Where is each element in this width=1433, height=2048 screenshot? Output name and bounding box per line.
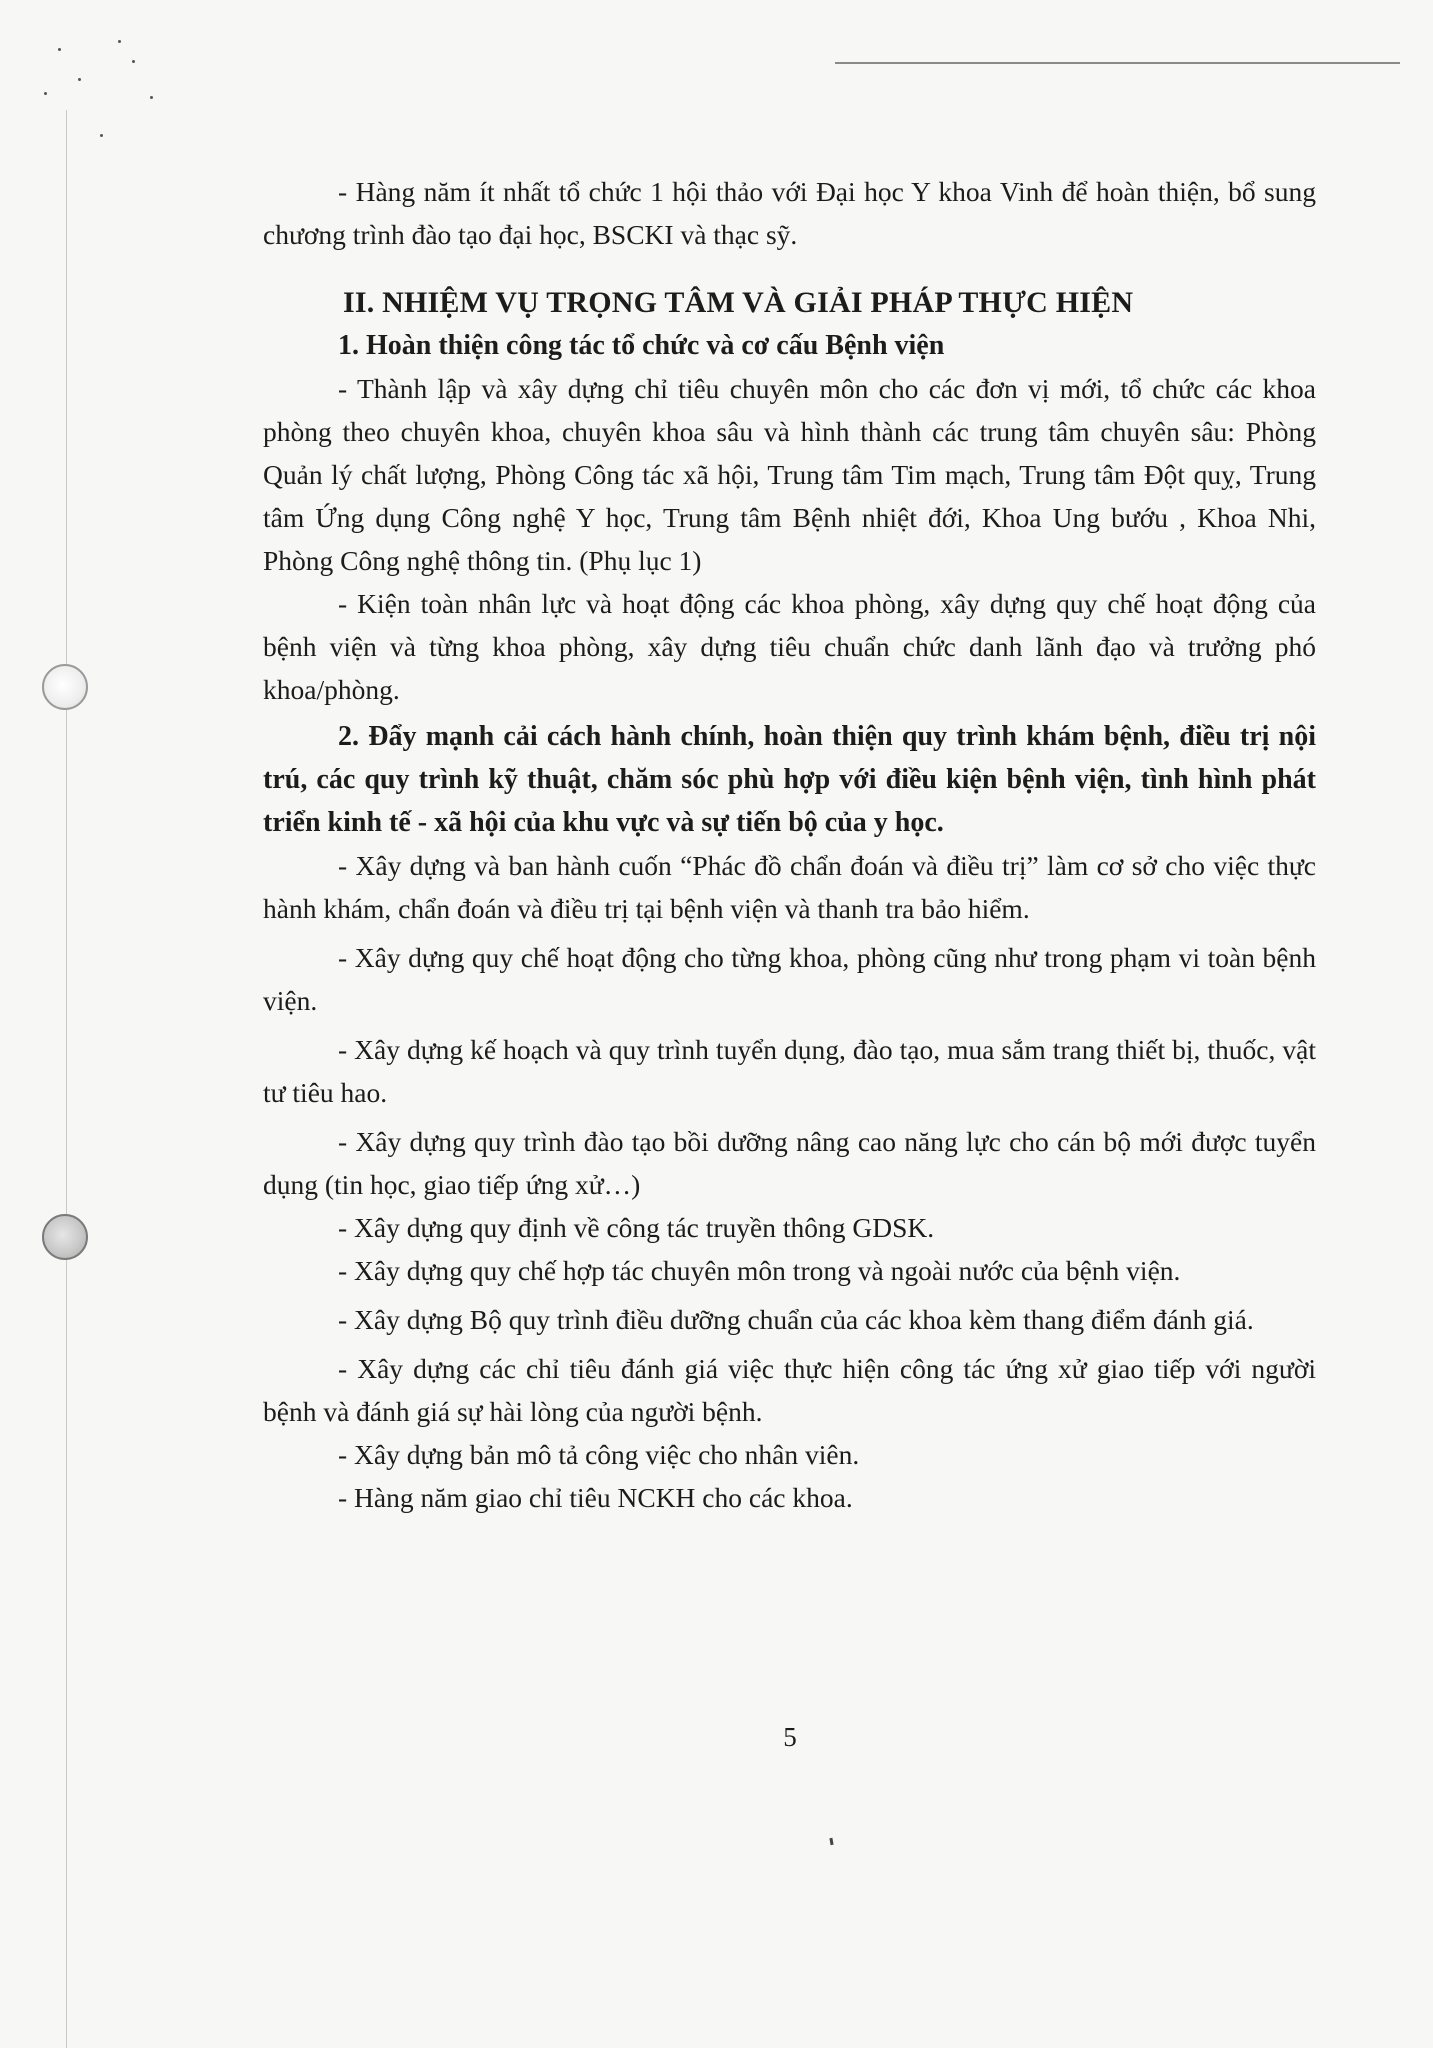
document-body (263, 170, 1316, 1519)
paragraph-cooperation: - Xây dựng quy chế hợp tác chuyên môn trong và ngoài nước của bệnh viện. (338, 1255, 1181, 1286)
scan-speck (132, 60, 135, 63)
scan-speck (150, 96, 153, 99)
left-margin-line (66, 110, 67, 2048)
punch-hole-upper (42, 664, 88, 710)
paragraph-training-new-staff: - Xây dựng quy trình đào tạo bồi dưỡng nâng cao năng lực cho cán bộ mới được tuyển dụng (tin học, giao tiếp ứng xử…) (263, 1126, 1316, 1200)
scan-speck (100, 134, 103, 137)
top-horizontal-rule (835, 62, 1400, 64)
scan-speck (118, 40, 121, 43)
paragraph-communication: - Xây dựng quy định về công tác truyền thông GDSK. (338, 1212, 935, 1243)
paragraph-seminar: - Hàng năm ít nhất tổ chức 1 hội thảo với Đại học Y khoa Vinh để hoàn thiện, bổ sung chương trình đào tạo đại học, BSCKI và thạc sỹ. (263, 176, 1316, 250)
page-number: 5 (783, 1722, 797, 1752)
scan-speck (58, 48, 61, 51)
paragraph-recruitment-plan: - Xây dựng kế hoạch và quy trình tuyển dụng, đào tạo, mua sắm trang thiết bị, thuốc, vật tư tiêu hao. (263, 1034, 1316, 1108)
section-heading: II. NHIỆM VỤ TRỌNG TÂM VÀ GIẢI PHÁP THỰC HIỆN (343, 286, 1134, 319)
paragraph-treatment-protocol: - Xây dựng và ban hành cuốn “Phác đồ chẩn đoán và điều trị” làm cơ sở cho việc thực hành khám, chẩn đoán và điều trị tại bệnh viện và thanh tra bảo hiểm. (263, 850, 1316, 924)
paragraph-research-targets: - Hàng năm giao chỉ tiêu NCKH cho các khoa. (338, 1482, 853, 1513)
subsection-1-heading: 1. Hoàn thiện công tác tổ chức và cơ cấu Bệnh viện (338, 330, 945, 361)
paragraph-establish-units: - Thành lập và xây dựng chỉ tiêu chuyên môn cho các đơn vị mới, tổ chức các khoa phòng theo chuyên khoa, chuyên khoa sâu và hình thành các trung tâm chuyên sâu: Phòng Quản lý chất lượng, Phòng Công tác xã hội, Trung tâm Tim mạch, Trung tâm Đột quỵ, Trung tâm Ứng dụng Công nghệ Y học, Trung tâm Bệnh nhiệt đới, Khoa Ung bướu , Khoa Nhi, Phòng Công nghệ thông tin. (Phụ lục 1) (263, 373, 1316, 576)
paragraph-nursing-procedures: - Xây dựng Bộ quy trình điều dưỡng chuẩn của các khoa kèm thang điểm đánh giá. (338, 1304, 1254, 1335)
paragraph-operating-rules: - Xây dựng quy chế hoạt động cho từng khoa, phòng cũng như trong phạm vi toàn bệnh viện. (263, 942, 1316, 1016)
scan-speck (78, 78, 81, 81)
punch-hole-lower (42, 1214, 88, 1260)
paragraph-job-description: - Xây dựng bản mô tả công việc cho nhân viên. (338, 1439, 860, 1470)
subsection-2-heading: 2. Đẩy mạnh cải cách hành chính, hoàn thiện quy trình khám bệnh, điều trị nội trú, các quy trình kỹ thuật, chăm sóc phù hợp với điều kiện bệnh viện, tình hình phát triển kinh tế - xã hội của khu vực và sự tiến bộ của y học. (263, 721, 1316, 838)
scan-speck (44, 92, 47, 95)
scan-mark (829, 1838, 833, 1845)
paragraph-staffing: - Kiện toàn nhân lực và hoạt động các khoa phòng, xây dựng quy chế hoạt động của bệnh viện và từng khoa phòng, xây dựng tiêu chuẩn chức danh lãnh đạo và trưởng phó khoa/phòng. (263, 588, 1316, 705)
paragraph-satisfaction-criteria: - Xây dựng các chỉ tiêu đánh giá việc thực hiện công tác ứng xử giao tiếp với người bệnh và đánh giá sự hài lòng của người bệnh. (263, 1353, 1316, 1427)
